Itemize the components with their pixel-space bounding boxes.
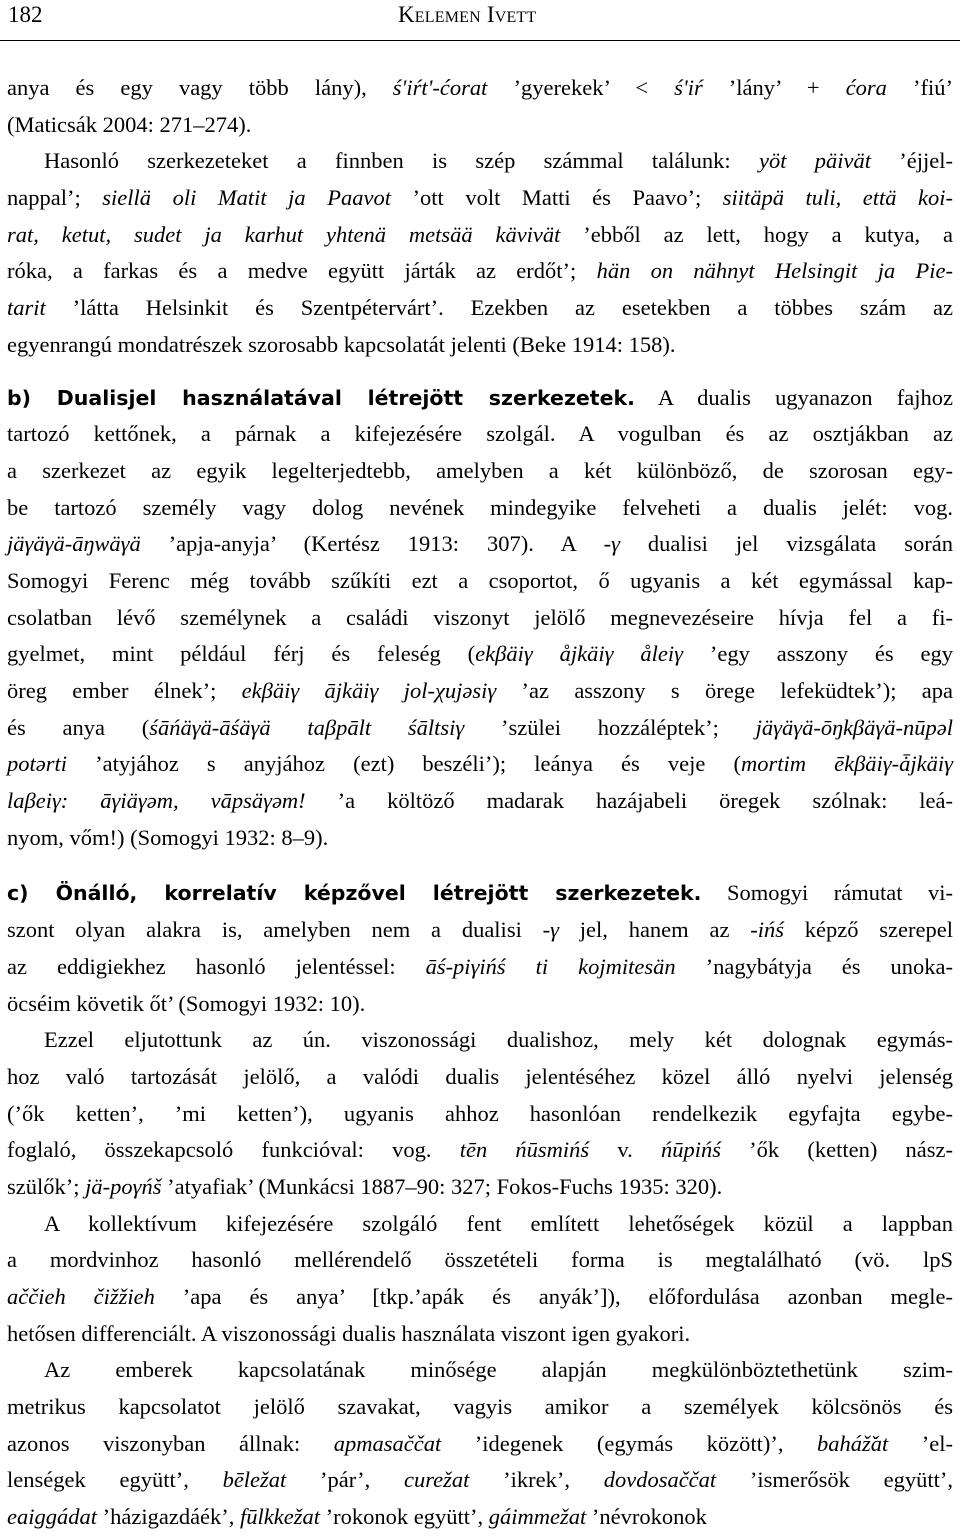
text-run: ’apa és anya’ [tkp.’apák és anyák’]), előfordulása azonban megle-: [154, 1284, 953, 1309]
italic-term: baháž̌at: [817, 1430, 889, 1456]
text-run: róka, a farkas és a medve együtt járták az erdőt’;: [7, 258, 597, 284]
text-run: az eddigiekhez hasonló jelentéssel:: [7, 953, 426, 979]
text-run: ’ők (ketten) nász-: [720, 1137, 953, 1163]
text-line: [7, 1279, 953, 1316]
paragraph: [7, 1352, 953, 1535]
text-run: Ezzel eljutottunk az ún. viszonossági dualishoz, mely két dolognak egymás-: [44, 1027, 953, 1053]
italic-term: potərti: [7, 751, 67, 777]
text-run: Hasonló szerkezeteket a finnben is szép számmal találunk:: [44, 148, 759, 174]
text-line: [7, 1206, 953, 1243]
text-line: [7, 180, 953, 217]
text-run: A dualis ugyanazon fajhoz: [634, 384, 953, 410]
italic-term: apmasaččat: [333, 1430, 442, 1456]
text-run: ’ebből az lett, hogy a kutya, a: [560, 221, 953, 247]
text-run: ’apja-anyja’ (Kertész 1913: 307). A: [140, 531, 604, 557]
body-text: [7, 70, 953, 1536]
text-line: [7, 1352, 953, 1389]
text-run: szont olyan alakra is, amelyben nem a dualisi: [7, 917, 543, 943]
text-line: [7, 217, 953, 254]
text-run: ’nagybátyja és unoka-: [675, 953, 954, 979]
text-line: [7, 1059, 953, 1096]
text-line: [7, 673, 953, 710]
text-run: öcséim követik őt’ (Somogyi 1932: 10).: [7, 990, 366, 1016]
text-line: [7, 1022, 953, 1059]
text-run: Somogyi rámutat vi-: [701, 880, 953, 906]
italic-term: -ińś: [750, 917, 784, 943]
text-line: [7, 820, 953, 857]
paragraph: [7, 1206, 953, 1353]
text-run: ’atyafiak’ (Munkácsi 1887–90: 327; Fokos-Fuchs 1935: 320).: [161, 1173, 723, 1199]
text-line: [7, 600, 953, 637]
paragraph: [7, 875, 953, 1022]
text-run: gyelmet, mint például férj és feleség (: [7, 641, 476, 667]
text-run: ’látta Helsinkit és Szentpétervárt’. Ezekben az esetekben a többes szám az: [45, 295, 953, 321]
page-number: 182: [8, 2, 43, 27]
text-run: nappal’;: [7, 185, 103, 211]
text-run: ’ismerősök együtt’,: [716, 1467, 953, 1493]
text-line: [7, 290, 953, 327]
italic-term: mortim ēkβäiγ-ǡjkäiγ: [740, 751, 953, 777]
text-line: [7, 1242, 953, 1279]
text-line: [7, 1389, 953, 1426]
text-run: hoz való tartozását jelölő, a valódi dualis jelentéséhez közel álló nyelvi jelenség: [7, 1063, 953, 1089]
italic-term: rat, ketut, sudet ja karhut yhtenä metsää kävivät: [7, 221, 561, 247]
text-run: be tartozó személy vagy dolog nevének mindegyike felveheti a dualis jelét: vog.: [7, 494, 953, 520]
text-run: szülők’;: [7, 1173, 86, 1199]
text-run: ’el-: [888, 1430, 954, 1456]
text-run: ’az asszony s örege lefeküdtek’); apa: [496, 678, 953, 703]
text-line: [7, 1096, 953, 1133]
paragraph: [7, 143, 953, 363]
text-line: [7, 986, 953, 1023]
paragraph: [7, 70, 953, 143]
text-line: [7, 526, 953, 563]
text-line: [7, 1499, 953, 1536]
text-line: [7, 1132, 953, 1169]
text-run: ’házigazdáék’,: [97, 1504, 241, 1530]
italic-term: siellä oli Matit ja Paavot: [102, 185, 391, 211]
paragraph: [7, 1022, 953, 1205]
text-run: ’rokonok együtt’,: [320, 1504, 489, 1530]
section-heading: c) Önálló, korrelatív képzővel létrejött szerkezetek.: [7, 881, 702, 906]
text-run: nyom, vőm!) (Somogyi 1932: 8–9).: [7, 824, 329, 850]
italic-term: āś-piγińś ti kojmitesän: [425, 953, 676, 979]
text-run: a mordvinhoz hasonló mellérendelő összetételi forma is megtalálható (vö. lpS: [7, 1247, 953, 1273]
text-run: öreg ember élnek’;: [7, 678, 242, 703]
text-run: képző szerepel: [783, 917, 953, 943]
text-line: [7, 453, 953, 490]
text-run: v.: [589, 1137, 661, 1163]
italic-term: ekβäiγ ājkäiγ jol-χujəsiγ: [241, 678, 497, 703]
italic-term: yöt päivät: [758, 148, 871, 174]
text-line: [7, 636, 953, 673]
text-line: [7, 380, 953, 417]
text-run: (’ők ketten’, ’mi ketten’), ugyanis ahhoz hasonlóan rendelkezik egyfajta egybe-: [7, 1100, 953, 1126]
italic-term: aččieh čižžieh: [7, 1284, 155, 1309]
text-run: tartozó kettőnek, a párnak a kifejezésére szolgál. A vogulban és az osztjákban az: [7, 421, 953, 447]
italic-term: jäγäγä-āŋwäγä: [7, 531, 141, 557]
text-run: ’pár’,: [286, 1467, 404, 1493]
page-header: [0, 0, 960, 41]
text-line: [7, 70, 953, 107]
text-run: Somogyi Ferenc még tovább szűkíti ezt a csoportot, ő ugyanis a két egymással kap-: [7, 567, 953, 593]
text-run: ’ikrek’,: [469, 1467, 604, 1493]
italic-term: -γ: [603, 531, 620, 557]
text-run: ’névrokonok: [586, 1504, 707, 1530]
text-run: dualisi jel vizsgálata során: [619, 531, 953, 557]
text-run: ’szülei hozzáléptek’;: [464, 714, 756, 740]
italic-term: ćora: [845, 75, 887, 100]
italic-term: śāńäγä-āśäγä taβpālt śāltsiγ: [149, 714, 465, 740]
italic-term: fūlkkežat: [240, 1504, 321, 1530]
text-run: metrikus kapcsolatot jelölő szavakat, vagyis amikor a személyek kölcsönös és: [7, 1394, 953, 1420]
text-run: ’lány’ +: [702, 75, 846, 100]
text-run: és anya (: [7, 714, 150, 740]
text-run: ’ott volt Matti és Paavo’;: [390, 185, 723, 211]
italic-term: curežat: [403, 1467, 470, 1493]
italic-term: tarit: [7, 295, 46, 321]
text-line: [7, 143, 953, 180]
text-line: [7, 1316, 953, 1353]
text-run: ’idegenek (egymás között)’,: [441, 1430, 818, 1456]
text-line: [7, 490, 953, 527]
text-line: [7, 1169, 953, 1206]
text-line: [7, 710, 953, 747]
text-run: a szerkezet az egyik legelterjedtebb, amelyben a két különböző, de szorosan egy-: [7, 457, 953, 483]
italic-term: gáimmežat: [488, 1504, 587, 1530]
italic-term: ńūpińś: [660, 1137, 721, 1163]
text-run: ’egy asszony és egy: [682, 641, 953, 667]
text-run: egyenrangú mondatrészek szorosabb kapcsolatát jelenti (Beke 1914: 158).: [7, 331, 676, 357]
italic-term: dovdosaččat: [603, 1467, 717, 1493]
text-run: ’atyjához s anyjához (ezt) beszéli’); leánya és veje (: [67, 751, 741, 777]
text-run: hetősen differenciált. A viszonossági dualis használata viszont igen gyakori.: [7, 1320, 691, 1346]
text-line: [7, 253, 953, 290]
text-run: ’fiú’: [886, 75, 953, 100]
text-line: [7, 1426, 953, 1463]
italic-term: jäγäγä-ōŋkβäγä-nūpəl: [755, 714, 953, 740]
text-run: ’éjjel-: [870, 148, 953, 174]
text-run: A kollektívum kifejezésére szolgáló fent említett lehetőségek közül a lappban: [44, 1210, 953, 1236]
italic-term: jä-poγńš: [85, 1173, 162, 1199]
text-run: ’a költöző madarak hazájabeli öregek szólnak: leá-: [305, 788, 954, 814]
text-run: jel, hanem az: [558, 917, 751, 943]
running-head: Kelemen Ivett: [398, 2, 537, 27]
text-line: [7, 416, 953, 453]
italic-term: bēležat: [222, 1467, 287, 1493]
italic-term: laβeiγ: āγiäγəm, vāpsäγəm!: [7, 788, 306, 814]
text-line: [7, 563, 953, 600]
italic-term: ekβäiγ åjkäiγ åleiγ: [475, 641, 683, 667]
text-line: [7, 875, 953, 912]
section-heading: b) Dualisjel használatával létrejött szerkezetek.: [7, 385, 635, 410]
italic-term: siitäpä tuli, että koi-: [722, 185, 954, 211]
paragraph: [7, 380, 953, 857]
text-run: ’gyerekek’ <: [487, 75, 675, 100]
text-line: [7, 1462, 953, 1499]
text-run: foglaló, összekapcsoló funkcióval: vog.: [7, 1137, 460, 1163]
text-line: [7, 746, 953, 783]
text-line: [7, 107, 953, 144]
italic-term: tēn ńūsmińś: [459, 1137, 590, 1163]
text-line: [7, 327, 953, 364]
text-line: [7, 949, 953, 986]
text-run: Az emberek kapcsolatának minősége alapján megkülönböztethetünk szim-: [44, 1357, 953, 1383]
text-run: csolatban lévő személynek a családi viszonyt jelölő megnevezéseire hívja fel a fi-: [7, 604, 953, 630]
text-run: azonos viszonyban állnak:: [7, 1430, 334, 1456]
text-line: [7, 783, 953, 820]
text-run: lenségek együtt’,: [7, 1467, 223, 1493]
text-run: anya és egy vagy több lány),: [7, 75, 393, 100]
italic-term: ś'iŕ: [674, 75, 703, 100]
italic-term: ś'iŕt'-ćorat: [392, 75, 488, 100]
italic-term: hän on nähnyt Helsingit ja Pie-: [596, 258, 953, 284]
text-line: [7, 912, 953, 949]
text-run: (Maticsák 2004: 271–274).: [7, 111, 252, 137]
italic-term: -γ: [542, 917, 559, 943]
italic-term: eaiggádat: [7, 1504, 97, 1530]
